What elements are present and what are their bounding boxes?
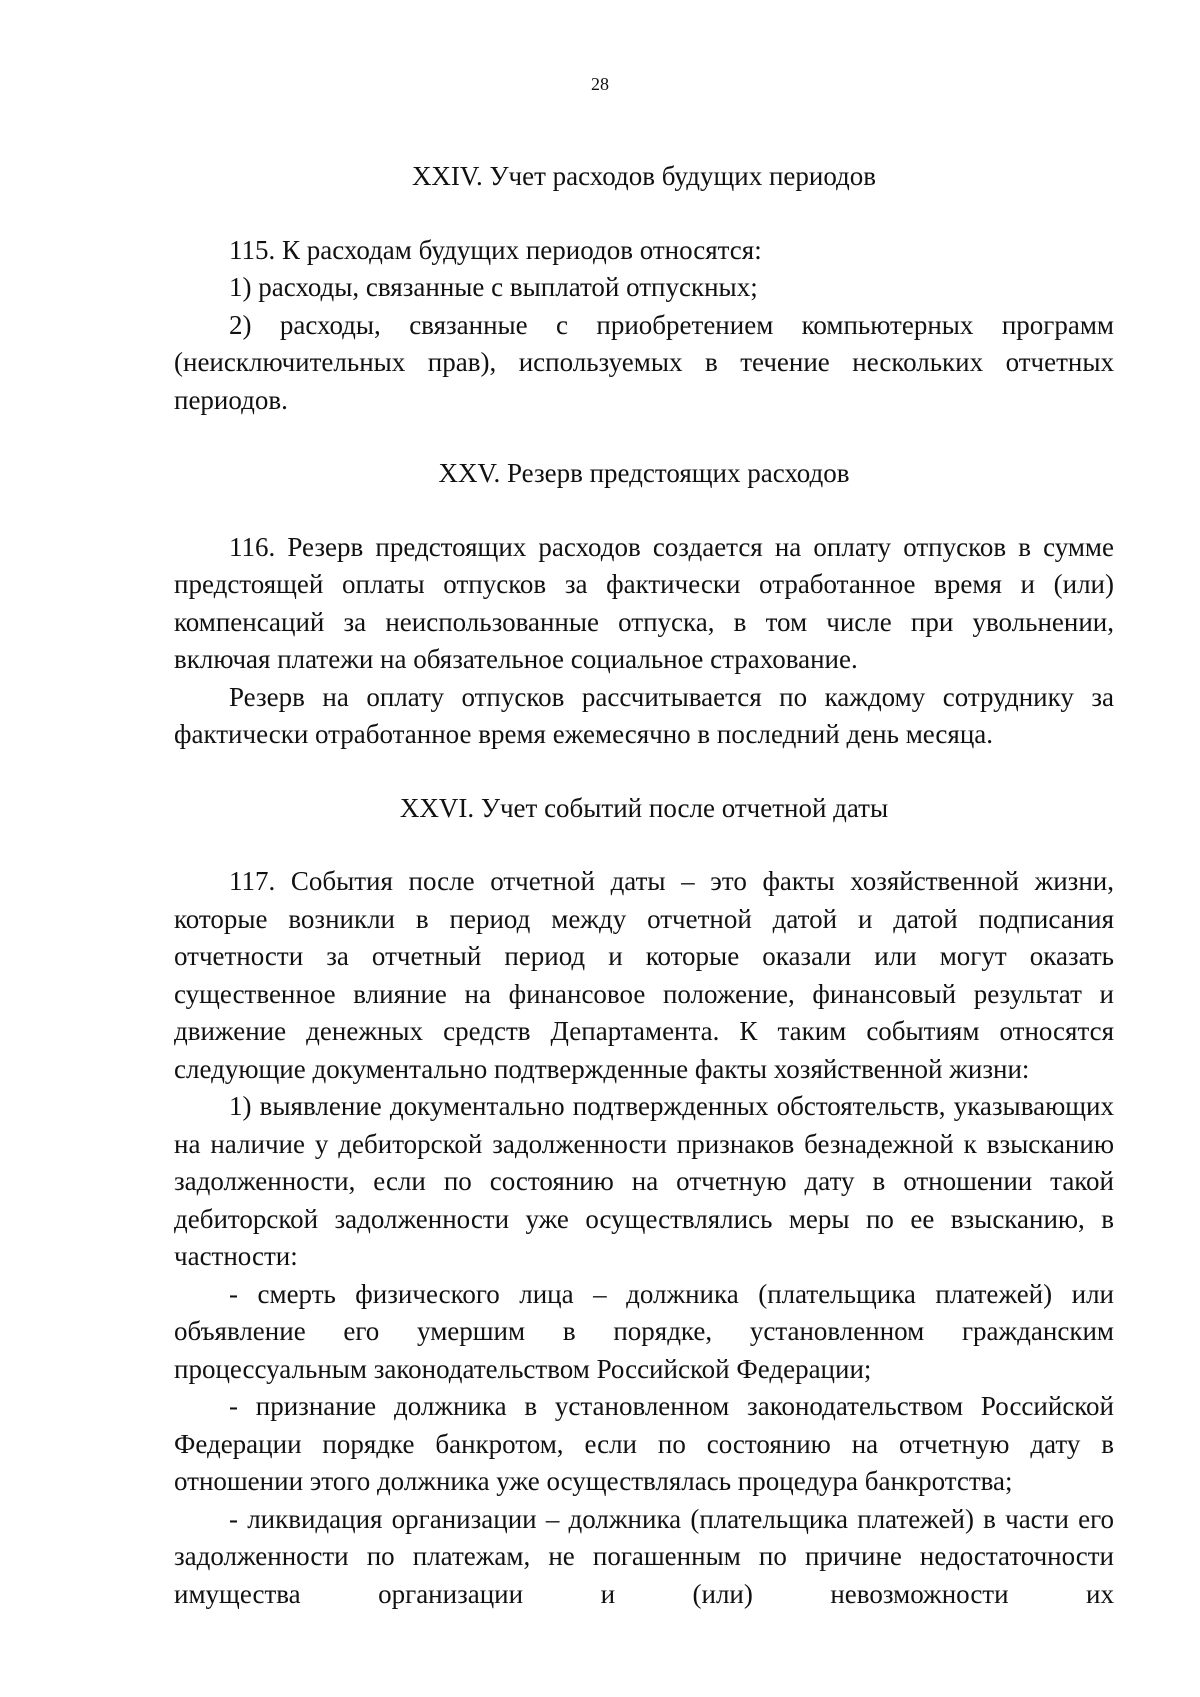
document-body [174,158,1114,1613]
dash-item-death: - смерть физического лица – должника (плательщика платежей) или объявление его умершим в порядке, установленном гражданским процессуальным законодательством Российской Федерации; [174,1278,1114,1384]
dash-item-liquidation: - ликвидация организации – должника (плательщика платежей) в части его задолженности по платежам, не погашенным по причине недостаточности имущества организации и (или) невозможности их [174,1503,1114,1609]
list-item-117-1: 1) выявление документально подтвержденных обстоятельств, указывающих на наличие у дебиторской задолженности признаков безнадежной к взысканию задолженности, если по состоянию на отчетную дату в отношении такой дебиторской задолженности уже осуществлялись меры по ее взысканию, в частности: [174,1091,1114,1271]
paragraph-115: 115. К расходам будущих периодов относятся: [229,234,762,265]
section-heading-xxvi: XXVI. Учет событий после отчетной даты [399,792,889,823]
page-number: 28 [591,74,609,94]
paragraph-117: 117. События после отчетной даты – это факты хозяйственной жизни, которые возникли в период между отчетной датой и датой подписания отчетности за отчетный период и которые оказали или могут оказать существенное влияние на финансовое положение, финансовый результат и движение денежных средств Департамента. К таким событиям относятся следующие документально подтвержденные факты хозяйственной жизни: [174,866,1114,1084]
list-item-115-1: 1) расходы, связанные с выплатой отпускных; [229,272,758,302]
dash-item-bankruptcy: - признание должника в установленном законодательством Российской Федерации порядке банкротом, если по состоянию на отчетную дату в отношении этого должника уже осуществлялась процедура банкротства; [174,1391,1114,1496]
section-heading-xxv: XXV. Резерв предстоящих расходов [438,458,850,488]
section-heading-xxiv: XXIV. Учет расходов будущих периодов [411,161,877,191]
paragraph-116-reserve: Резерв на оплату отпусков рассчитывается по каждому сотруднику за фактически отработанное время ежемесячно в последний день месяца. [174,681,1114,749]
paragraph-116: 116. Резерв предстоящих расходов создается на оплату отпусков в сумме предстоящей оплаты отпусков за фактически отработанное время и (или) компенсаций за неиспользованные отпуска, в том числе при увольнении, включая платежи на обязательное социальное страхование. [174,531,1114,674]
list-item-115-2: 2) расходы, связанные с приобретением компьютерных программ (неисключительных прав), используемых в течение нескольких отчетных периодов. [174,309,1114,415]
